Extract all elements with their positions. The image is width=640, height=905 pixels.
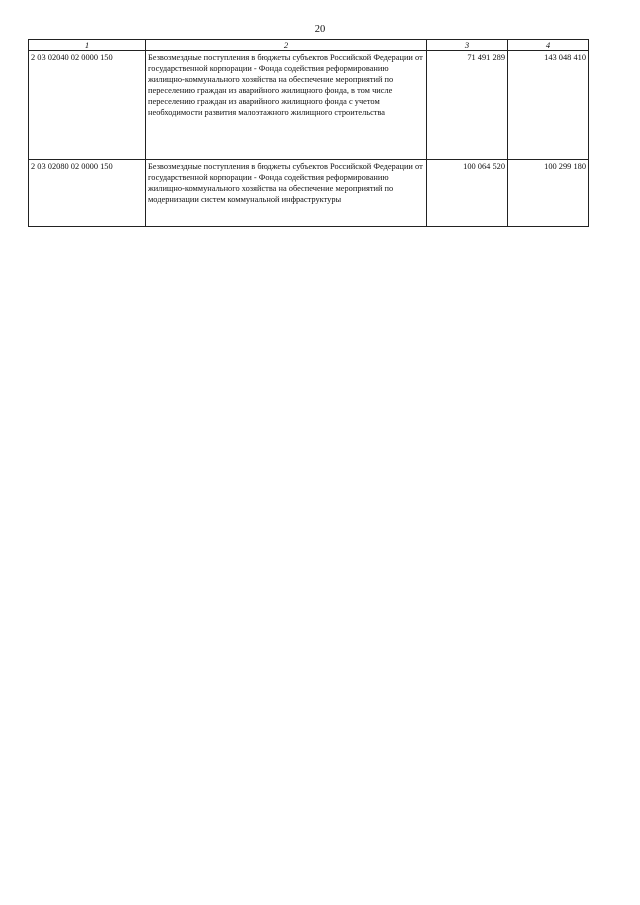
table-row (29, 51, 589, 160)
description-cell: Безвозмездные поступления в бюджеты субъектов Российской Федерации от государственной корпорации - Фонда содействия реформированию жилищно-коммунального хозяйства на обеспечение мероприятий по модернизации систем коммунальной инфраструктуры (146, 160, 427, 227)
budget-code-cell: 2 03 02080 02 0000 150 (29, 160, 146, 227)
budget-code-cell: 2 03 02040 02 0000 150 (29, 51, 146, 160)
amount-cell-column-3: 100 064 520 (427, 160, 508, 227)
revenue-table (28, 39, 589, 227)
column-header-4: 4 (508, 40, 589, 51)
page-number: 20 (314, 24, 326, 35)
table-row (29, 160, 589, 227)
amount-cell-column-3: 71 491 289 (427, 51, 508, 160)
amount-cell-column-4: 143 048 410 (508, 51, 589, 160)
amount-cell-column-4: 100 299 180 (508, 160, 589, 227)
description-cell: Безвозмездные поступления в бюджеты субъектов Российской Федерации от государственной корпорации - Фонда содействия реформированию жилищно-коммунального хозяйства на обеспечение мероприятий по переселению граждан из аварийного жилищного фонда, в том числе переселению граждан из аварийного жилищного фонда с учетом необходимости развития малоэтажного жилищного строительства (146, 51, 427, 160)
column-header-3: 3 (427, 40, 508, 51)
column-header-2: 2 (146, 40, 427, 51)
column-header-1: 1 (29, 40, 146, 51)
table-header-row (29, 40, 589, 51)
